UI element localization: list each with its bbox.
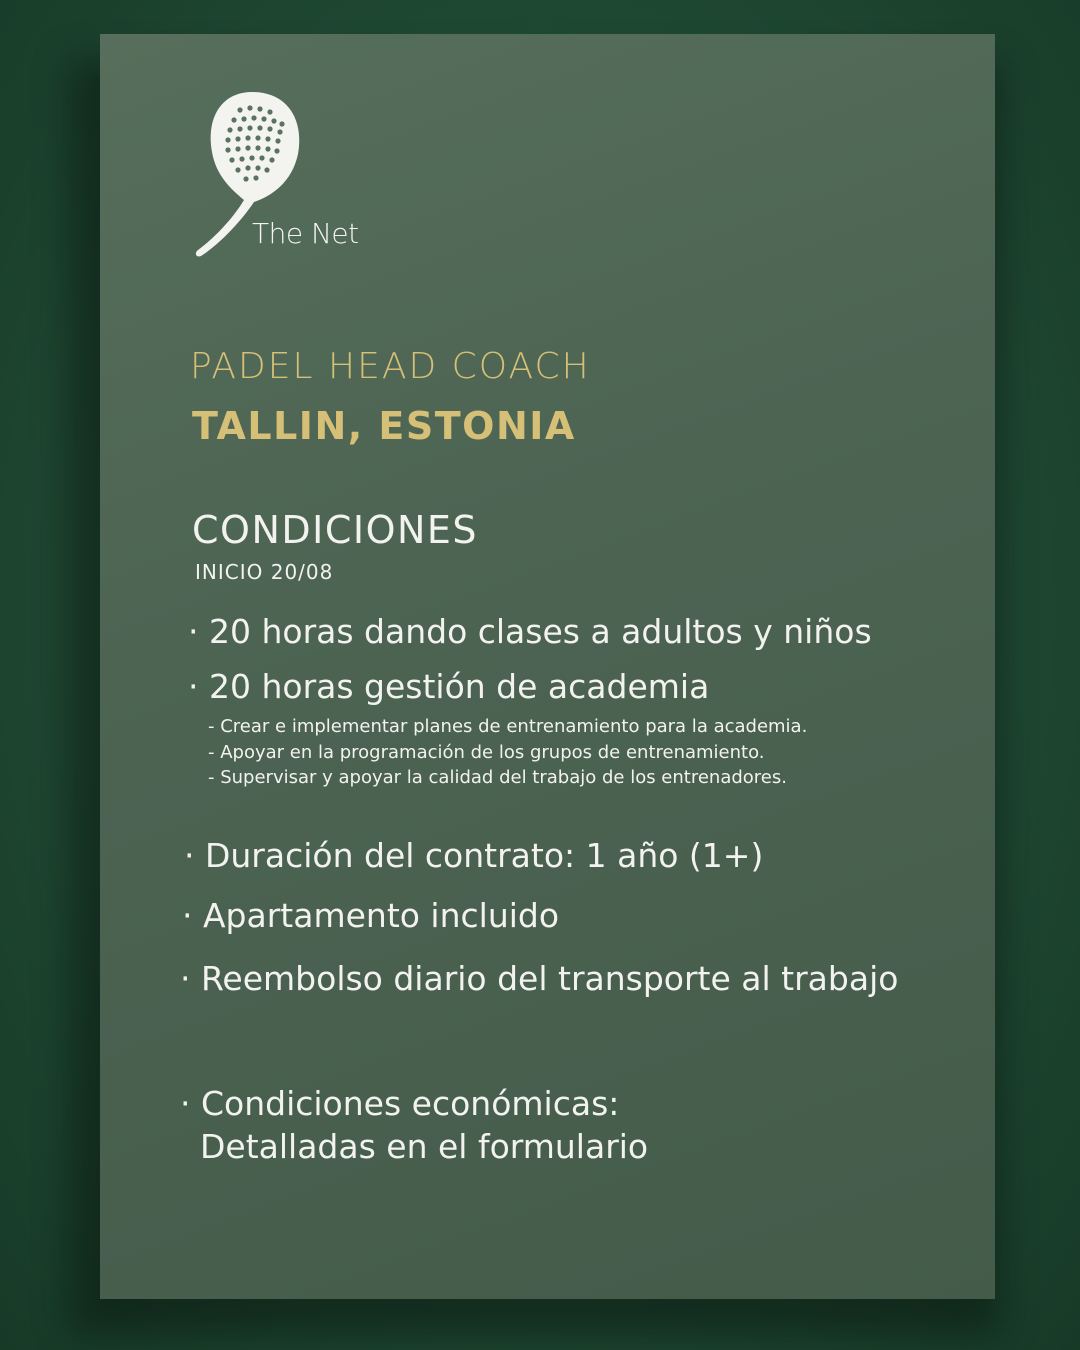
job-poster-card — [100, 34, 995, 1299]
academy-task-item: - Apoyar en la programación de los grupos de entrenamiento. — [208, 741, 765, 763]
academy-task-list — [208, 714, 807, 791]
academy-task-item: - Supervisar y apoyar la calidad del trabajo de los entrenadores. — [208, 767, 787, 788]
condition-item-economic: · Condiciones económicas: — [180, 1084, 620, 1123]
conditions-title: CONDICIONES — [192, 508, 479, 552]
condition-item-academy-hours: · 20 horas gestión de academia — [188, 667, 710, 706]
start-date: INICIO 20/08 — [195, 560, 334, 584]
job-location: TALLIN, ESTONIA — [192, 404, 576, 448]
condition-item-apartment: · Apartamento incluido — [182, 896, 560, 935]
condition-item-teaching-hours: · 20 horas dando clases a adultos y niños — [188, 612, 872, 651]
academy-task-item: - Crear e implementar planes de entrenamiento para la academia. — [208, 716, 808, 737]
condition-item-contract-duration: · Duración del contrato: 1 año (1+) — [184, 836, 764, 875]
condition-item-transport: · Reembolso diario del transporte al trabajo — [180, 959, 899, 998]
job-title: PADEL HEAD COACH — [190, 346, 591, 387]
condition-item-economic-detail: Detalladas en el formulario — [200, 1127, 649, 1166]
brand-name: The Net — [252, 217, 359, 250]
